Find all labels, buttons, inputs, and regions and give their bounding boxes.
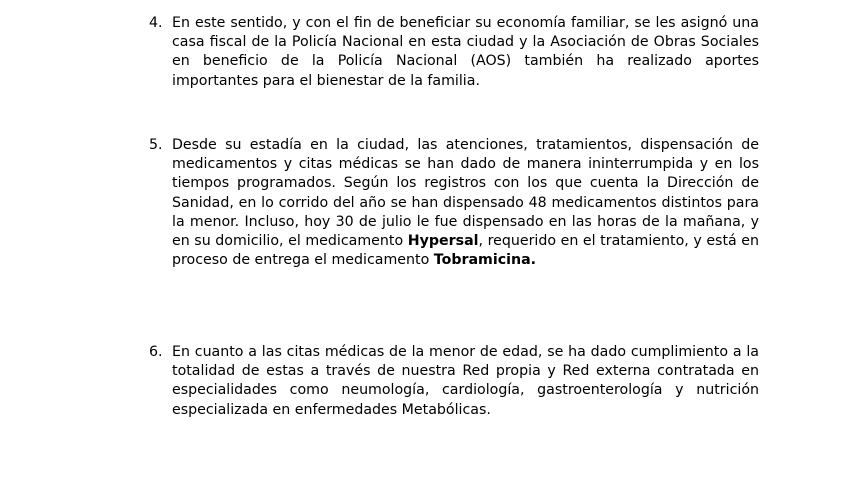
item-number: 5. — [149, 137, 163, 153]
item-paragraph — [172, 136, 759, 270]
item-number: 6. — [149, 344, 163, 360]
item-text: En cuanto a las citas médicas de la menor de edad, se ha dado cumplimiento a la totalidad de estas a través de nuestra Red propia y Red externa contratada en especialidades como neumología, cardiología, gastroenterología y nutrición especializada en enfermedades Metabólicas. — [172, 344, 759, 418]
item-text: En este sentido, y con el fin de beneficiar su economía familiar, se les asignó una casa fiscal de la Policía Nacional en esta ciudad y la Asociación de Obras Sociales en beneficio de la Policía Nacional (AOS) también ha realizado aportes importantes para el bienestar de la familia. — [172, 15, 759, 89]
medication-name: Hypersal — [407, 233, 479, 250]
medication-name: Tobramicina. — [433, 252, 537, 269]
list-item — [149, 136, 759, 270]
item-text: Desde su estadía en la ciudad, las atenciones, tratamientos, dispensación de medicamentos y citas médicas se han dado de manera ininterrumpida y en los tiempos programados. Según los registros con los que cuenta la Dirección de Sanidad, en lo corrido del año se han dispensado 48 medicamentos distintos para la menor. Incluso, hoy 30 de julio le fue dispensado en las horas de la mañana, y en su domicilio, el medicamento — [172, 137, 759, 250]
list-item — [149, 343, 759, 420]
item-paragraph — [172, 343, 759, 420]
item-number: 4. — [149, 15, 163, 31]
item-paragraph — [172, 14, 759, 91]
item-text: , requerido en el tratamiento, y está en proceso de entrega el medicamento — [172, 233, 759, 269]
list-item — [149, 14, 759, 91]
